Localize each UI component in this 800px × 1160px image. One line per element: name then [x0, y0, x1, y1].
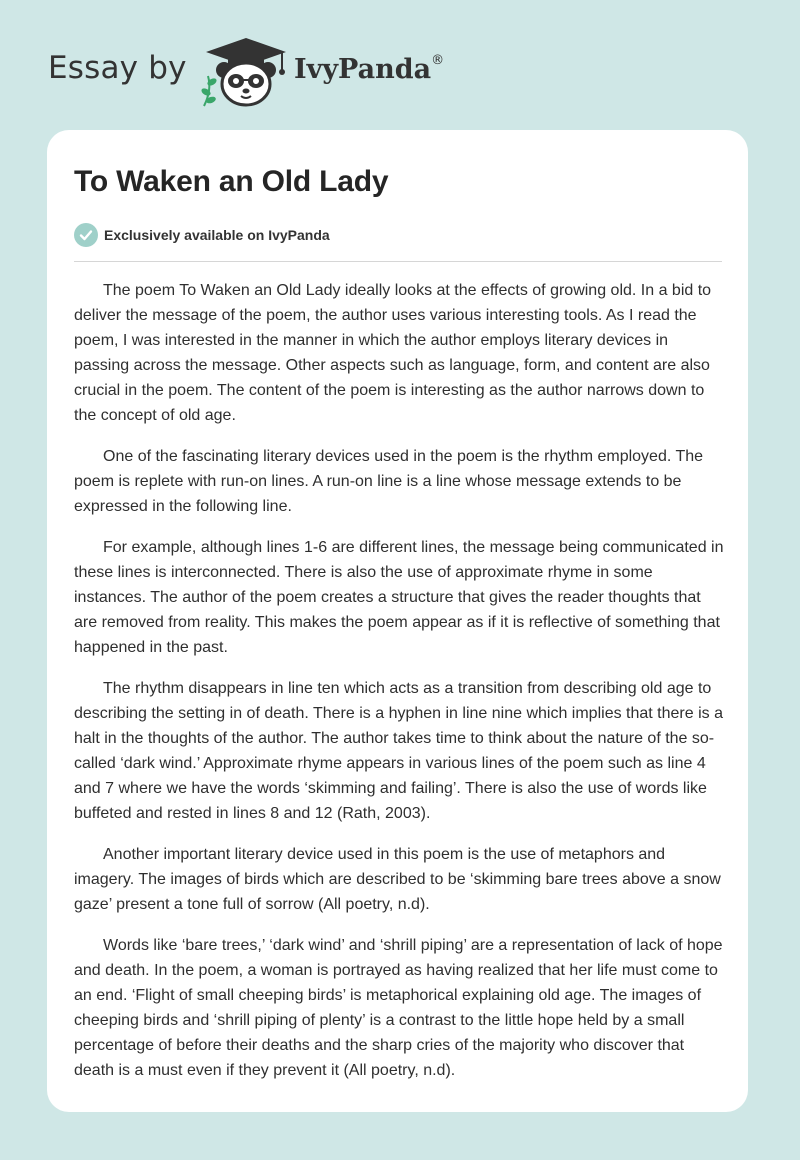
paragraph-4: The rhythm disappears in line ten which acts as a transition from describing old age to describing the setting in of death. There is a hyphen in line nine which implies that there is a halt in the thoughts of the author. The author takes time to think about the nature of the so-called ‘dark wind.’ Approximate rhyme appears in various lines of the poem such as line 4 and 7 where we have the words ‘skimming and failing’. There is also the use of words like buffeted and rested in lines 8 and 12 (Rath, 2003).: [74, 680, 723, 822]
title-divider: [74, 261, 722, 262]
paragraph-5: Another important literary device used in this poem is the use of metaphors and imagery. The images of birds which are described to be ‘skimming bare trees above a snow gaze’ present a tone full of sorrow (All poetry, n.d).: [74, 846, 721, 913]
article-body: [74, 278, 724, 1099]
brand-prefix: Essay by: [48, 50, 187, 86]
panda-graduate-logo-icon[interactable]: [198, 36, 294, 108]
article-card: [47, 130, 748, 1112]
site-header: [0, 0, 800, 130]
brand-name-text: IvyPanda: [294, 54, 432, 85]
exclusive-badge-text: Exclusively available on IvyPanda: [104, 227, 330, 243]
page-title: To Waken an Old Lady: [74, 165, 389, 198]
exclusive-badge: [74, 222, 330, 248]
paragraph-2: One of the fascinating literary devices used in the poem is the rhythm employed. The poem is replete with run-on lines. A run-on line is a line whose message extends to be expressed in the following line.: [74, 448, 704, 515]
paragraph-3: For example, although lines 1-6 are different lines, the message being communicated in these lines is interconnected. There is also the use of approximate rhyme in some instances. The author of the poem creates a structure that gives the reader thoughts that are removed from reality. This makes the poem appear as if it is reflective of something that happened in the past.: [74, 539, 724, 656]
paragraph-1: The poem To Waken an Old Lady ideally looks at the effects of growing old. In a bid to deliver the message of the poem, the author uses various interesting tools. As I read the poem, I was interested in the manner in which the author employs literary devices in passing across the message. Other aspects such as language, form, and content are also crucial in the poem. The content of the poem is interesting as the author narrows down to the concept of old age.: [74, 282, 712, 424]
brand-name[interactable]: [294, 54, 444, 85]
paragraph-6: Words like ‘bare trees,’ ‘dark wind’ and ‘shrill piping’ are a representation of lack of hope and death. In the poem, a woman is portrayed as having realized that her life must come to an end. ‘Flight of small cheeping birds’ is metaphorical explaining old age. The images of cheeping birds and ‘shrill piping of plenty’ is a contrast to the little hope held by a small percentage of before their deaths and the sharp cries of the majority who discover that death is a must even if they prevent it (All poetry, n.d).: [74, 937, 723, 1079]
registered-mark: ®: [431, 53, 445, 68]
check-circle-icon: [74, 223, 98, 247]
